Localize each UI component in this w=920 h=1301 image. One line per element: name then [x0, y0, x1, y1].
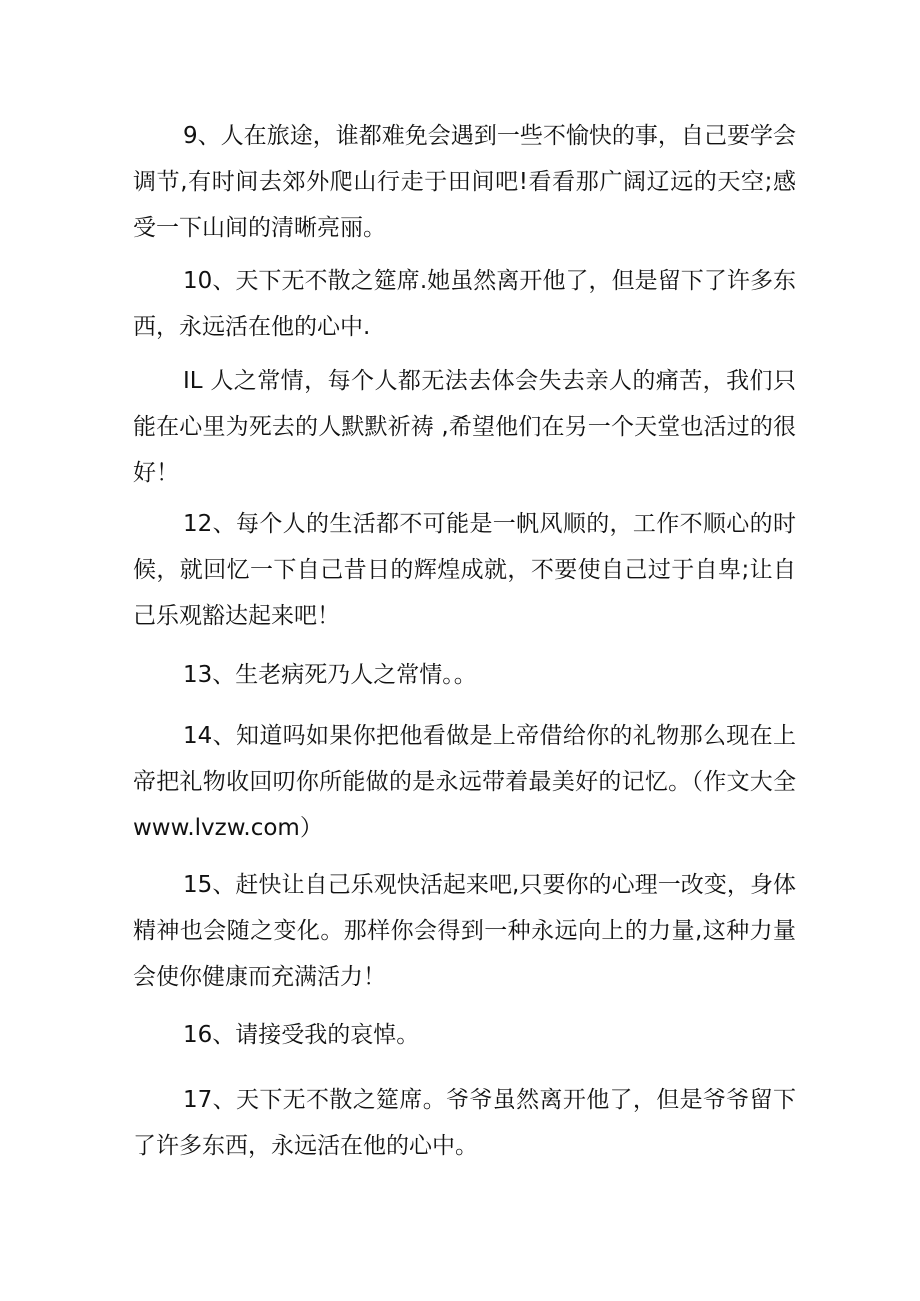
- paragraph-15: 15、赶快让自己乐观快活起来吧,只要你的心理一改变，身体精神也会随之变化。那样你会得到一种永远向上的力量,这种力量会使你健康而充满活力！: [133, 872, 796, 990]
- paragraph-12: 12、每个人的生活都不可能是一帆风顺的，工作不顺心的时候，就回忆一下自己昔日的辉煌成就，不要使自己过于自卑;让自己乐观豁达起来吧！: [133, 511, 796, 629]
- paragraph-10: 10、天下无不散之筵席.她虽然离开他了，但是留下了许多东西，永远活在他的心中.: [133, 268, 796, 340]
- paragraph-11: IL 人之常情，每个人都无法去体会失去亲人的痛苦，我们只能在心里为死去的人默默祈祷 ,希望他们在另一个天堂也活过的很好！: [133, 368, 796, 486]
- paragraph-14: 14、知道吗如果你把他看做是上帝借给你的礼物那么现在上帝把礼物收回叨你所能做的是永远带着最美好的记忆。（作文大全www.lvzw.com）: [133, 723, 796, 841]
- paragraph-17: 17、天下无不散之筵席。爷爷虽然离开他了，但是爷爷留下了许多东西，永远活在他的心中。: [133, 1087, 796, 1159]
- paragraph-13: 13、生老病死乃人之常情。。: [183, 662, 477, 688]
- paragraph-16: 16、请接受我的哀悼。: [183, 1022, 420, 1048]
- paragraph-9: 9、人在旅途，谁都难免会遇到一些不愉快的事，自己要学会调节,有时间去郊外爬山行走于田间吧!看看那广阔辽远的天空;感受一下山间的清晰亮丽。: [133, 123, 796, 241]
